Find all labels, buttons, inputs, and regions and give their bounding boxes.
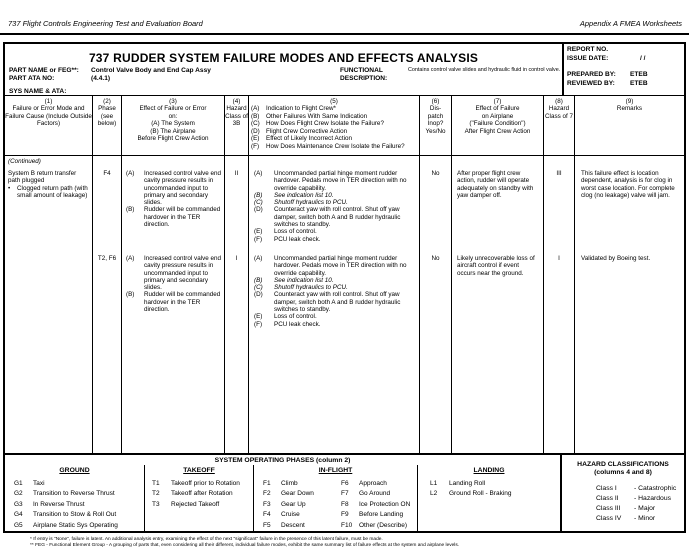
col2-label: Phase (see below) <box>97 105 117 128</box>
col5-item: (D) Flight Crew Corrective Action <box>251 127 348 135</box>
hazard-class-item: Class III - Major <box>596 504 656 512</box>
footnote-2: ** FEG - Functional Element Group - A grouping of parts that, even considering all their different, individual failure modes, exhibit the same summary list of failure effects at the system and airplane levels. <box>30 543 460 549</box>
phase-item: G1 Taxi <box>14 479 45 487</box>
body-col1 <box>5 156 93 453</box>
running-header-left: 737 Flight Controls Engineering Test and Evaluation Board <box>8 19 203 28</box>
landing-header: LANDING <box>473 466 505 474</box>
col7-number: (7) <box>493 98 502 106</box>
col7-line: After Flight Crew Action <box>464 127 531 135</box>
col3-line: (A) The System <box>151 120 195 128</box>
indication-item: (B) See indication list 10. <box>254 276 334 284</box>
phase-item: T2 Takeoff after Rotation <box>152 490 233 497</box>
operating-phases-title: SYSTEM OPERATING PHASES (column 2) <box>214 456 351 464</box>
phase-item: F10 Other (Describe) <box>341 521 408 529</box>
functional-description: Contains control valve slides and hydraulic fluid in control valve. <box>408 67 561 73</box>
bullet-glyph: • <box>8 184 11 192</box>
column-header-row <box>5 96 684 156</box>
body-col4 <box>225 156 249 453</box>
col8-label: Hazard Class of 7 <box>545 105 573 120</box>
body-col6 <box>420 156 452 453</box>
functional-label-1: FUNCTIONAL <box>340 67 383 74</box>
phase-entry1: F4 <box>103 169 111 177</box>
part-name-label: PART NAME or FEG**: <box>9 67 79 74</box>
failure-mode-entry1 <box>8 170 89 199</box>
body-col5 <box>249 156 420 453</box>
dispatch-entry2: No <box>431 254 440 262</box>
indication-item: (E) Loss of control. <box>254 228 317 236</box>
col2-header <box>93 96 122 155</box>
hazard-3b-entry1: II <box>234 169 239 177</box>
reviewed-by-label: REVIEWED BY: <box>567 80 615 87</box>
indication-item: (A) Uncommanded partial hinge moment rudder hardover. Pedals move in TER direction with no override capability. <box>254 254 407 277</box>
effects-entry1 <box>126 170 222 228</box>
part-name-value: Control Valve Body and End Cap Assy <box>91 67 211 74</box>
col1-number: (1) <box>44 98 53 106</box>
part-ata-value: (4.4.1) <box>91 75 111 82</box>
body-col7 <box>452 156 544 453</box>
legend-row <box>5 453 684 532</box>
phase-item: F9 Before Landing <box>341 511 404 518</box>
col5-item: (E) Effect of Likely Incorrect Action <box>251 135 352 143</box>
col7-line: on Airplane <box>481 112 514 120</box>
running-header-right: Appendix A FMEA Worksheets <box>579 19 682 28</box>
col3-header <box>122 96 225 155</box>
phase-item: F3 Gear Up <box>263 500 306 508</box>
report-box <box>562 44 684 95</box>
part-ata-label: PART ATA NO: <box>9 75 55 82</box>
col3-line: Before Flight Crew Action <box>137 135 209 143</box>
col2-number: (2) <box>103 98 111 106</box>
reviewed-by-value: ETEB <box>630 80 648 87</box>
indication-item: (D) Counteract yaw with roll control. Shut off yaw damper, switch both A and B rudder hydraulic switches to standby. <box>254 291 401 314</box>
phase-item: G5 Airplane Static Sys Operating <box>14 521 118 529</box>
col6-number: (6) <box>431 98 440 106</box>
phase-item: T3 Rejected Takeoff <box>152 500 220 508</box>
indication-item: (D) Counteract yaw with roll control. Shut off yaw damper, switch both A and B rudder hydraulic switches to standby. <box>254 206 401 229</box>
dispatch-entry1: No <box>431 169 440 177</box>
indications-entry1 <box>254 170 413 243</box>
body-col3 <box>122 156 225 453</box>
indication-item: (E) Loss of control. <box>254 313 317 321</box>
title-block <box>5 44 684 96</box>
phases-landing-section <box>418 465 560 532</box>
phase-item: G2 Transition to Reverse Thrust <box>14 490 115 497</box>
col6-line: Dis- <box>429 105 442 113</box>
indications-entry2 <box>254 255 413 328</box>
phase-item: G4 Transition to Stow & Roll Out <box>14 511 117 518</box>
col3-line: Effect of Failure or Error <box>139 105 207 113</box>
effect-after-entry2: Likely unrecoverable loss of aircraft control if event occurs near the ground. <box>457 254 535 277</box>
body-col9 <box>575 156 684 453</box>
indication-item: (B) See indication list 10. <box>254 191 334 199</box>
phases-inflight-section <box>254 465 418 532</box>
col6-line: Inop? <box>427 120 444 128</box>
hazard-class-item: Class I - Catastrophic <box>596 484 677 492</box>
col3-line: (B) The Airplane <box>150 127 196 135</box>
worksheet-title: 737 RUDDER SYSTEM FAILURE MODES AND EFFECTS ANALYSIS <box>88 51 479 65</box>
sys-name-label: SYS NAME & ATA: <box>9 88 67 95</box>
phase-item: F8 Ice Protection ON <box>341 500 411 508</box>
phase-item: G3 In Reverse Thrust <box>14 500 85 508</box>
hazard-7-entry1: III <box>556 169 562 177</box>
phase-item: T1 Takeoff prior to Rotation <box>152 479 240 487</box>
phase-item: F1 Climb <box>263 479 298 487</box>
col6-line: patch <box>427 112 444 120</box>
phase-item: F4 Cruise <box>263 511 300 518</box>
col8-header <box>544 96 575 155</box>
hazard-title-line1: HAZARD CLASSIFICATIONS <box>577 460 669 468</box>
operating-phases-box <box>5 455 562 532</box>
effect-after-entry1: After proper flight crew action, rudder will operate adequately on standby with yaw damper off. <box>457 169 534 199</box>
col5-number: (5) <box>330 98 338 106</box>
hazard-7-entry2: I <box>558 254 560 262</box>
effect-item: (A) Increased control valve end cavity pressure results in uncommanded input to primary and secondary slides. <box>126 254 222 292</box>
col5-header <box>249 96 420 155</box>
failure-cause <box>8 185 89 200</box>
col4-number: (4) <box>232 98 241 106</box>
col9-number: (9) <box>625 98 634 106</box>
footnote-1: * If entry is "None", failure is latent. An additional analysis entry, examining the effect of the next "significant" failure in the presence of this latent failure, must be made. <box>30 537 383 542</box>
issue-date-value: / / <box>640 55 646 62</box>
phase-item: L2 Ground Roll - Braking <box>430 490 512 497</box>
col4-label: Hazard Class of 3B <box>225 105 248 128</box>
col7-header <box>452 96 544 155</box>
title-block-left <box>5 44 562 95</box>
col9-label: Remarks <box>616 105 643 113</box>
prepared-by-label: PREPARED BY: <box>567 71 616 78</box>
phase-item: F2 Gear Down <box>263 490 314 497</box>
header-rule <box>0 33 689 35</box>
col4-header <box>225 96 249 155</box>
table-body <box>5 156 684 453</box>
col3-line: on: <box>168 112 178 120</box>
phase-item: F7 Go Around <box>341 490 391 497</box>
hazard-classifications-box <box>562 455 684 532</box>
continued-note: (Continued) <box>8 157 41 165</box>
worksheet-table <box>3 42 686 533</box>
phase-item: F5 Descent <box>263 521 305 529</box>
hazard-class-item: Class IV - Minor <box>596 514 656 522</box>
ground-header: GROUND <box>59 466 90 474</box>
indication-item: (F) PCU leak check. <box>254 235 321 243</box>
footnotes <box>30 537 683 549</box>
indication-item: (C) Shutoff hydraulics to PCU. <box>254 199 348 207</box>
col3-number: (3) <box>169 98 177 106</box>
hazard-3b-entry2: I <box>235 254 238 262</box>
col9-header <box>575 96 684 155</box>
col7-line: ("Failure Condition") <box>469 120 526 128</box>
hazard-class-item: Class II - Hazardous <box>596 494 672 502</box>
functional-label-2: DESCRIPTION: <box>340 75 388 82</box>
remarks-entry2: Validated by Boeing test. <box>581 254 651 262</box>
col5-item: (C) How Does Flight Crew Isolate the Failure? <box>251 120 384 128</box>
remarks-entry1: This failure effect is location dependent, analysis is for clog in worst case location. For complete clog (no leakage) valve will jam. <box>581 169 675 199</box>
prepared-by-value: ETEB <box>630 71 648 78</box>
takeoff-header: TAKEOFF <box>183 466 215 474</box>
indication-item: (A) Uncommanded partial hinge moment rudder hardover. Pedals move in TER direction with no override capability. <box>254 169 407 192</box>
failure-cause-text: Clogged return path (with small amount of leakage) <box>17 184 88 199</box>
effect-item: (A) Increased control valve end cavity pressure results in uncommanded input to primary and secondary slides. <box>126 169 222 207</box>
col5-item: (B) Other Failures With Same Indication <box>251 112 368 120</box>
running-header <box>8 19 682 28</box>
effects-entry2 <box>126 255 222 313</box>
effect-item: (B) Rudder will be commanded hardover in the TER direction. <box>126 291 221 314</box>
col8-number: (8) <box>555 98 563 106</box>
report-no-label: REPORT NO. <box>567 46 609 53</box>
phase-item: L1 Landing Roll <box>430 479 486 487</box>
col5-item: (A) Indication to Flight Crew* <box>251 105 336 113</box>
col7-line: Effect of Failure <box>475 105 520 113</box>
hazard-classifications-title <box>562 461 684 478</box>
col6-header <box>420 96 452 155</box>
col5-item: (F) How Does Maintenance Crew Isolate the Failure? <box>251 142 405 150</box>
body-col8 <box>544 156 575 453</box>
col1-label: Failure or Error Mode and Failure Cause (Include Outside Factors) <box>5 105 92 128</box>
body-col2 <box>93 156 122 453</box>
indication-item: (C) Shutoff hydraulics to PCU. <box>254 284 348 292</box>
inflight-header: IN-FLIGHT <box>318 466 353 474</box>
indication-item: (F) PCU leak check. <box>254 320 321 328</box>
phase-item: F6 Approach <box>341 479 387 487</box>
hazard-title-line2: (columns 4 and 8) <box>594 469 652 476</box>
issue-date-label: ISSUE DATE: <box>567 55 609 62</box>
col6-line: Yes/No <box>425 127 446 135</box>
effect-item: (B) Rudder will be commanded hardover in the TER direction. <box>126 206 221 229</box>
failure-mode-text: System B return transfer path plugged <box>8 169 77 185</box>
phases-takeoff-section <box>145 465 254 532</box>
col1-header <box>5 96 93 155</box>
phases-ground-section <box>5 465 145 532</box>
phase-entry2: T2, F6 <box>97 254 117 262</box>
